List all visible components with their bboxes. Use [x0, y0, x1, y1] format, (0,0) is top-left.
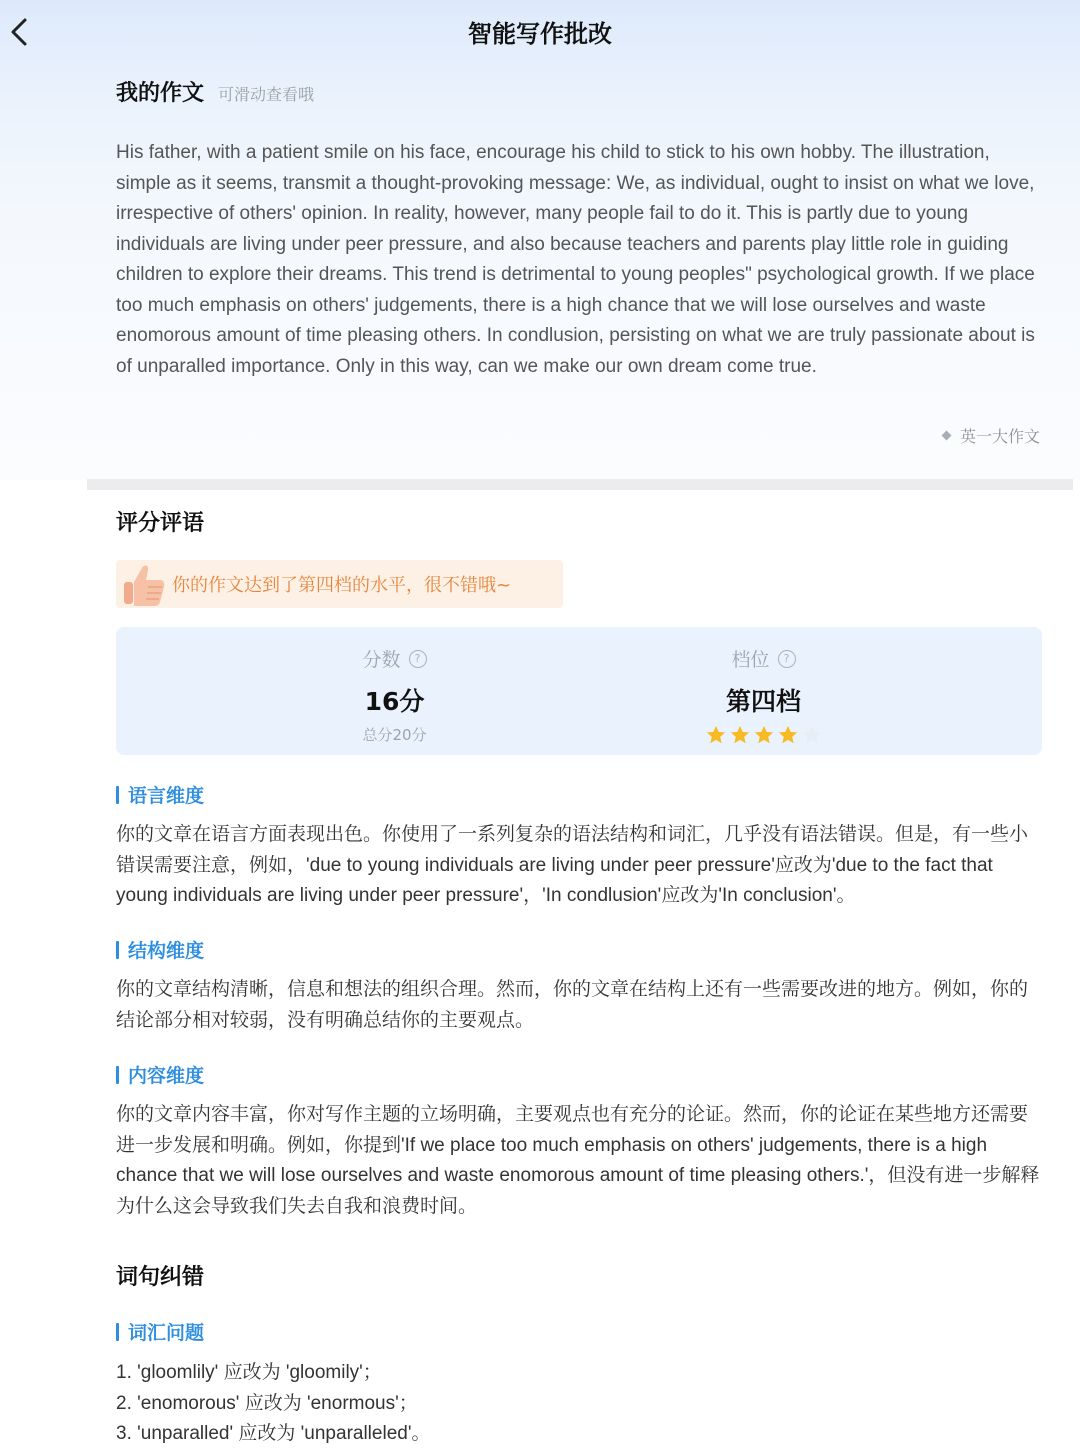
level-column — [532, 627, 995, 755]
vocab-problem-title-text: 词汇问题 — [128, 1322, 205, 1344]
score-total: 总分20分 — [362, 726, 427, 744]
page-title: 智能写作批改 — [468, 20, 612, 48]
star-rating — [532, 724, 995, 746]
thumbs-up-icon — [122, 560, 168, 608]
star-filled-icon — [753, 724, 775, 746]
star-filled-icon — [777, 724, 799, 746]
accent-bar — [116, 1066, 119, 1084]
level-label: 档位 — [731, 649, 770, 671]
nav-bar — [0, 0, 1080, 62]
essay-scroll-hint: 可滑动查看哦 — [218, 85, 315, 104]
list-item: 2. 'enomorous' 应改为 'enormous'； — [116, 1392, 418, 1414]
score-label: 分数 — [362, 649, 401, 671]
dimension-title-content — [116, 1061, 204, 1088]
vocab-list — [116, 1358, 430, 1450]
praise-text: 你的作文达到了第四档的水平，很不错哦~ — [172, 575, 512, 596]
accent-bar — [116, 786, 119, 804]
accent-bar — [116, 1323, 119, 1341]
rating-section-title: 评分评语 — [116, 511, 205, 536]
dimension-text-content: 你的文章内容丰富，你对写作主题的立场明确，主要观点也有充分的论证。然而，你的论证在某些地方还需要进一步发展和明确。例如，你提到'If we place too much emphasis on others' judgements, there is a high chance that we will lose ourselves and waste enomorous amount of time pleasing others.'，但没有进一步解释为什么这会导致我们失去自我和浪费时间。 — [116, 1104, 1040, 1217]
help-icon[interactable]: ? — [778, 650, 796, 668]
dimension-title-language — [116, 781, 204, 808]
accent-bar — [116, 941, 119, 959]
level-value: 第四档 — [725, 687, 801, 716]
dimension-title-text: 语言维度 — [128, 785, 205, 807]
praise-banner — [116, 560, 563, 608]
essay-tag-label: 英一大作文 — [959, 427, 1040, 446]
essay-text: His father, with a patient smile on his face, encourage his child to stick to his own hobby. The illustration, simple as it seems, transmit a thought-provoking message: We, as individual, ought to insist on what we love, irrespective of others' opinion. In reality, however, many people fail to do it. This is partly due to young individuals are living under peer pressure, and also because teachers and parents play little role in guiding children to explore their dreams. This trend is detrimental to young peoples" psychological growth. If we place too much emphasis on others' judgements, there is a high chance that we will lose ourselves and waste enomorous amount of time pleasing others. In condlusion, persisting on what we are truly passionate about is of unparalled importance. Only in this way, can we make our own dream come true. — [116, 142, 1035, 377]
dimension-title-text: 内容维度 — [128, 1065, 205, 1087]
dimension-title-structure — [116, 936, 204, 963]
list-item: 3. 'unparalled' 应改为 'unparalleled'。 — [116, 1423, 431, 1444]
dimension-text-structure: 你的文章结构清晰，信息和想法的组织合理。然而，你的文章在结构上还有一些需要改进的地方。例如，你的结论部分相对较弱，没有明确总结你的主要观点。 — [116, 979, 1029, 1031]
score-card — [116, 627, 1042, 755]
essay-header — [116, 76, 314, 107]
level-label-row — [532, 645, 995, 672]
essay-tag — [943, 424, 1040, 447]
star-empty-icon — [801, 724, 823, 746]
dimension-text-language: 你的文章在语言方面表现出色。你使用了一系列复杂的语法结构和词汇，几乎没有语法错误。但是，有一些小错误需要注意，例如，'due to young individuals are living under peer pressure'应改为'due to the fact that young individuals are living under peer pressure'，'In condlusion'应改为'In conclusion'。 — [116, 824, 1029, 906]
essay-scroll-area[interactable] — [116, 132, 1040, 414]
section-divider — [87, 479, 1073, 490]
star-filled-icon — [705, 724, 727, 746]
score-value: 16分 — [364, 687, 425, 716]
essay-title: 我的作文 — [116, 81, 205, 106]
vocab-problem-title — [116, 1318, 204, 1345]
help-icon[interactable]: ? — [409, 650, 427, 668]
diamond-icon — [942, 431, 952, 441]
dimension-title-text: 结构维度 — [128, 940, 205, 962]
star-filled-icon — [729, 724, 751, 746]
list-item: 1. 'gloomlily' 应改为 'gloomily'； — [116, 1362, 382, 1383]
correction-section-title: 词句纠错 — [116, 1265, 205, 1290]
